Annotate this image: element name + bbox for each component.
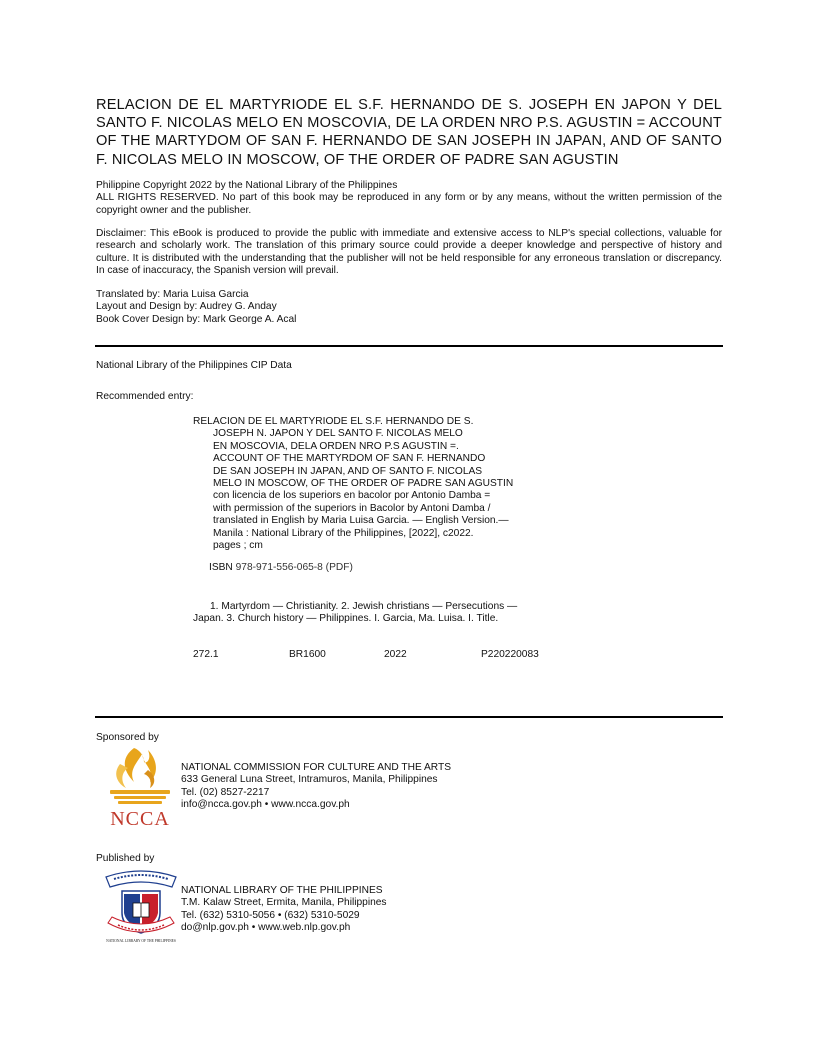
published-by-label: Published by [96,853,155,864]
copyright-line: Philippine Copyright 2022 by the National Library of the Philippines [96,180,398,191]
sponsor-address: 633 General Luna Street, Intramuros, Manila, Philippines [181,774,438,786]
entry-line: pages ; cm [213,540,263,552]
entry-line: RELACION DE EL MARTYRIODE EL S.F. HERNANDO DE S. [193,416,474,427]
credits [96,289,722,326]
sponsor-tel: Tel. (02) 8527-2217 [181,786,270,798]
rights-reserved: ALL RIGHTS RESERVED. No part of this book may be reproduced in any form or by any means, without the written permission of the copyright owner and the publisher. [96,192,722,216]
subject-headings [193,601,553,626]
entry-line: con licencia de los superiors en bacolor por Antonio Damba = [213,490,491,502]
sponsored-by-label: Sponsored by [96,732,159,743]
sponsor-info [181,762,451,812]
credit-layout: Layout and Design by: Audrey G. Anday [96,301,277,313]
sponsor-contact: info@ncca.gov.ph • www.ncca.gov.ph [181,799,350,811]
subjects-line: Japan. 3. Church history — Philippines. I. Garcia, Ma. Luisa. I. Title. [193,613,499,625]
copyright-block [96,180,722,217]
disclaimer: Disclaimer: This eBook is produced to provide the public with immediate and extensive access to NLP's special collections, valuable for research and scholarly work. The translation of this primary source could provide a deeper knowledge and perspective of history and culture. It is distributed with the understanding that the publisher will not be held responsible for any erroneous translation or discrepancy. In case of inaccuracy, the Spanish version will prevail. [96,228,722,277]
isbn [209,562,353,574]
entry-line: with permission of the superiors in Bacolor by Antoni Damba / [213,502,491,514]
credit-cover: Book Cover Design by: Mark George A. Acal [96,313,297,325]
entry-line: MELO IN MOSCOW, OF THE ORDER OF PADRE SAN AGUSTIN [213,478,514,490]
nlp-logo [100,867,182,947]
entry-line: EN MOSCOVIA, DELA ORDEN NRO P.S AGUSTIN =. [213,440,459,452]
publisher-contact: do@nlp.gov.ph • www.web.nlp.gov.ph [181,922,351,934]
credit-translator: Translated by: Maria Luisa Garcia [96,289,249,300]
entry-line: DE SAN JOSEPH IN JAPAN, AND OF SANTO F. NICOLAS [213,465,483,477]
isbn-value: 978-971-556-065-8 (PDF) [235,562,353,573]
subjects-line: 1. Martyrdom — Christianity. 2. Jewish christians — Persecutions — [210,601,518,612]
recommended-entry-label: Recommended entry: [96,391,194,402]
cip-control-number: P220220083 [481,649,539,660]
publisher-info [181,885,387,935]
ncca-logo [104,742,176,832]
divider-bottom [95,716,723,718]
dewey-number: 272.1 [193,649,219,660]
entry-line: translated in English by Maria Luisa Garcia. — English Version.— [213,515,509,527]
isbn-label: ISBN [209,562,233,573]
cip-label: National Library of the Philippines CIP Data [96,360,292,371]
entry-line: ACCOUNT OF THE MARTYRDOM OF SAN F. HERNANDO [213,453,486,465]
book-title: RELACION DE EL MARTYRIODE EL S.F. HERNANDO DE S. JOSEPH EN JAPON Y DEL SANTO F. NICOLAS MELO EN MOSCOVIA, DE LA ORDEN NRO P.S. AGUSTIN = ACCOUNT OF THE MARTYDOM OF SAN F. HERNANDO DE SAN JOSEPH IN JAPAN, AND OF SANTO F. NICOLAS MELO IN MOSCOW, OF THE ORDER OF PADRE SAN AGUSTIN [96,97,722,168]
publisher-tel: Tel. (632) 5310-5056 • (632) 5310-5029 [181,909,360,921]
nlp-seal-icon [100,867,182,939]
ncca-logo-text: NCCA [110,808,170,830]
sponsor-name: NATIONAL COMMISSION FOR CULTURE AND THE ARTS [181,762,451,773]
entry-line: JOSEPH N. JAPON Y DEL SANTO F. NICOLAS MELO [213,428,463,440]
lc-number: BR1600 [289,649,326,660]
class-year: 2022 [384,649,407,660]
entry-line: Manila : National Library of the Philippines, [2022], c2022. [213,527,474,539]
publisher-name: NATIONAL LIBRARY OF THE PHILIPPINES [181,885,383,896]
publisher-address: T.M. Kalaw Street, Ermita, Manila, Philippines [181,897,387,909]
cip-entry [193,416,553,552]
nlp-logo-caption: NATIONAL LIBRARY OF THE PHILIPPINES [106,939,176,943]
divider-top [95,345,723,347]
